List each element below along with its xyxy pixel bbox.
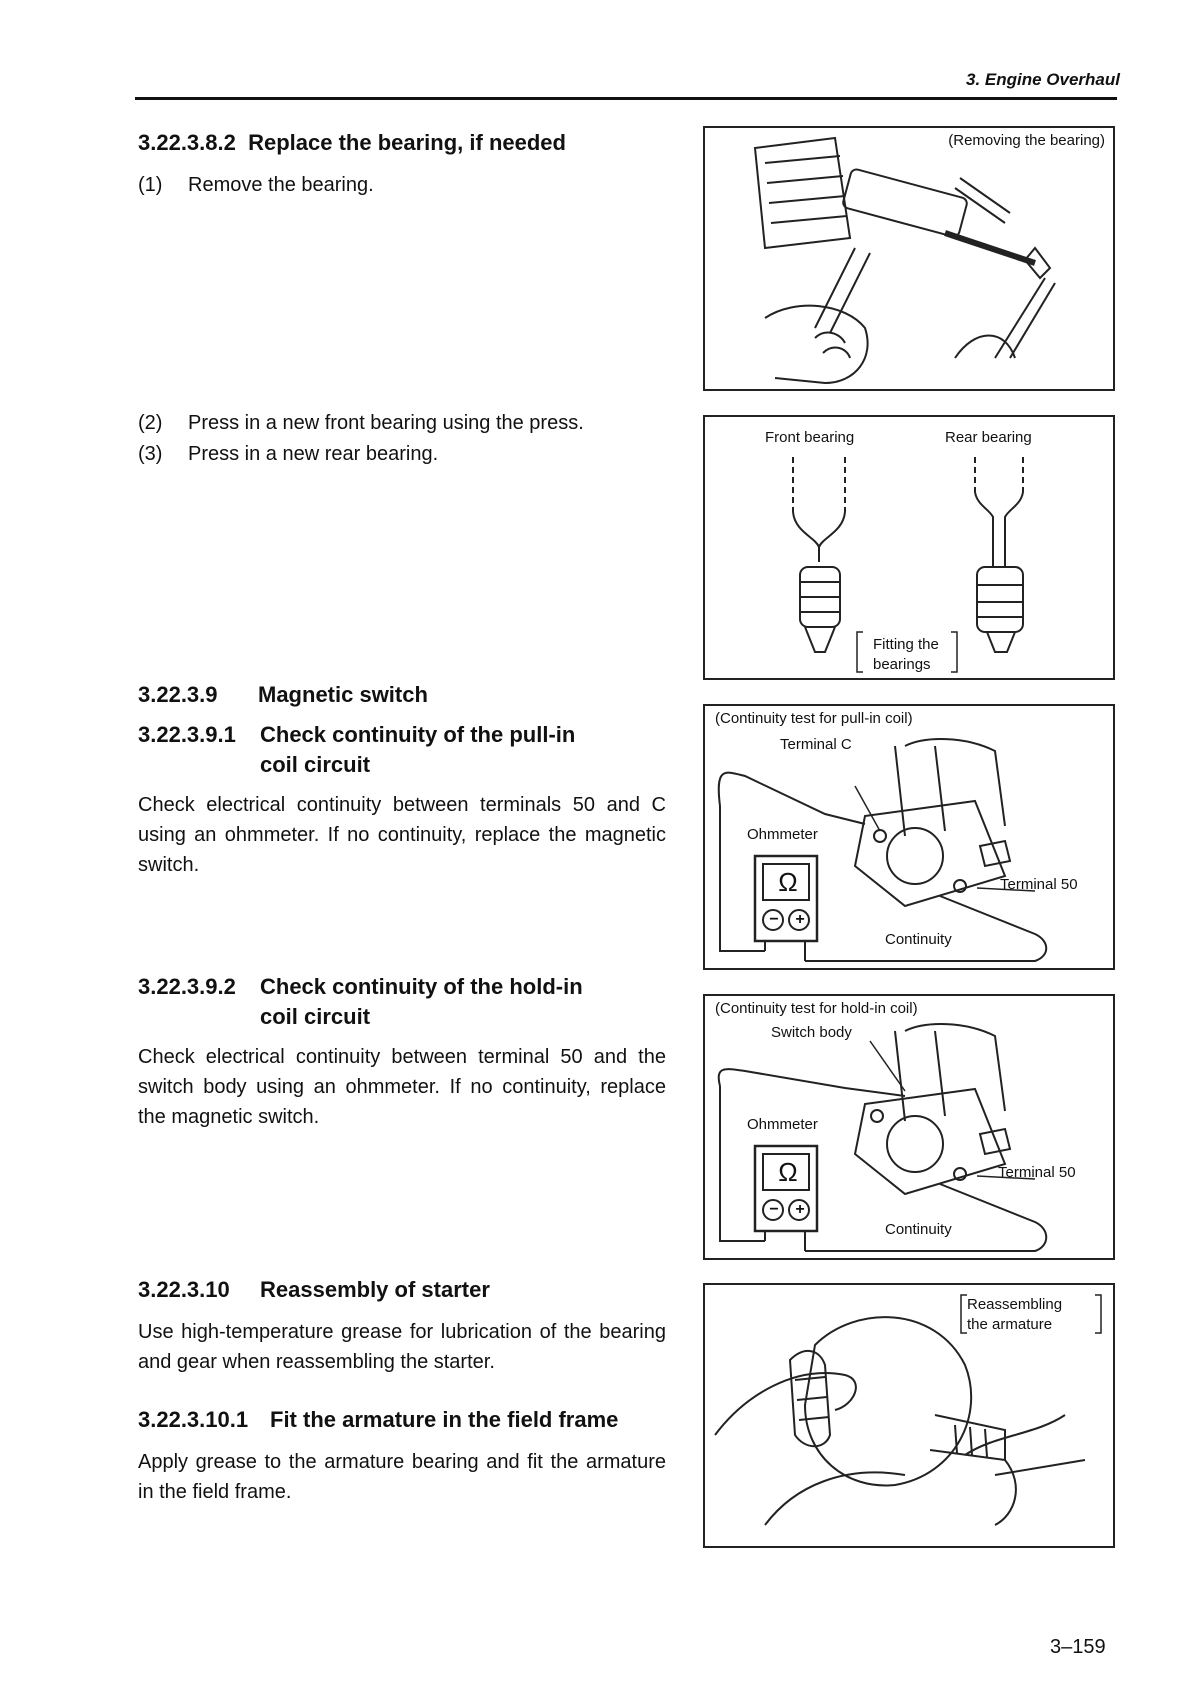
header-rule: [135, 97, 1117, 100]
section-title: Check continuity of the pull-in: [260, 722, 576, 747]
paragraph: Check electrical continuity between terminals 50 and C using an ohmmeter. If no continuity, replace the magnetic switch.: [138, 794, 666, 876]
section-heading: [138, 972, 658, 1032]
paragraph: Apply grease to the armature bearing and fit the armature in the field frame.: [138, 1451, 666, 1503]
section-title: Fit the armature in the field frame: [270, 1407, 619, 1432]
running-header: 3. Engine Overhaul: [966, 70, 1120, 89]
label-rear-bearing: Rear bearing: [945, 429, 1032, 446]
section-number: 3.22.3.10: [138, 1277, 230, 1302]
section-heading: [138, 128, 566, 158]
label-continuity: Continuity: [885, 1221, 952, 1238]
section-title: Check continuity of the hold-in: [260, 974, 583, 999]
figure-caption: (Continuity test for pull-in coil): [715, 710, 913, 727]
label-ohmmeter: Ohmmeter: [747, 826, 818, 843]
figure-fitting-bearings: [703, 415, 1115, 680]
section-title-cont: coil circuit: [260, 752, 371, 777]
step-number: (2): [138, 412, 163, 434]
bearing-puller-illustration: [705, 128, 1113, 389]
label-continuity: Continuity: [885, 931, 952, 948]
note-line: Fitting the: [873, 636, 939, 653]
note-line: bearings: [873, 656, 931, 673]
step-item: [138, 439, 438, 469]
section-heading: [138, 720, 658, 780]
section-number: 3.22.3.10.1: [138, 1407, 249, 1432]
figure-hold-in-coil-test: [703, 994, 1115, 1260]
section-heading: [138, 680, 428, 710]
note-line: the armature: [967, 1316, 1053, 1333]
section-number: 3.22.3.9.2: [138, 974, 236, 999]
label-terminal-50: Terminal 50: [1000, 876, 1078, 893]
plus-sign: +: [795, 1201, 805, 1218]
section-number: 3.22.3.9.1: [138, 722, 236, 747]
ohm-symbol: Ω: [778, 867, 798, 897]
ohm-symbol: Ω: [778, 1157, 798, 1187]
section-heading: [138, 1275, 490, 1305]
section-title-cont: coil circuit: [260, 1004, 371, 1029]
step-text: Press in a new rear bearing.: [188, 443, 439, 465]
label-terminal-50: Terminal 50: [998, 1164, 1076, 1181]
step-item: [138, 170, 374, 200]
section-title: Magnetic switch: [258, 682, 428, 707]
section-number: 3.22.3.9: [138, 682, 218, 707]
label-ohmmeter: Ohmmeter: [747, 1116, 818, 1133]
figure-removing-bearing: [703, 126, 1115, 391]
figure-caption: (Removing the bearing): [948, 132, 1105, 149]
section-title: Reassembly of starter: [260, 1277, 490, 1302]
figure-note: [967, 1295, 1062, 1335]
step-item: [138, 408, 584, 438]
step-number: (1): [138, 174, 163, 196]
section-title: Replace the bearing, if needed: [248, 130, 566, 155]
section-number: 3.22.3.8.2: [138, 130, 236, 155]
minus-sign: −: [769, 1201, 779, 1218]
figure-pull-in-coil-test: [703, 704, 1115, 970]
figure-caption: (Continuity test for hold-in coil): [715, 1000, 918, 1017]
page-number: 3–159: [1050, 1636, 1106, 1658]
label-terminal-c: Terminal C: [780, 736, 852, 753]
paragraph: Use high-temperature grease for lubrication of the bearing and gear when reassembling the starter.: [138, 1321, 666, 1373]
minus-sign: −: [769, 911, 779, 928]
step-text: Remove the bearing.: [188, 174, 374, 196]
label-switch-body: Switch body: [771, 1024, 852, 1041]
figure-reassembling-armature: [703, 1283, 1115, 1548]
section-heading: [138, 1405, 618, 1435]
step-number: (3): [138, 443, 163, 465]
step-text: Press in a new front bearing using the press.: [188, 412, 584, 434]
label-front-bearing: Front bearing: [765, 429, 855, 446]
figure-note: [873, 635, 939, 675]
paragraph: Check electrical continuity between terminal 50 and the switch body using an ohmmeter. If no continuity, replace the magnetic switch.: [138, 1046, 666, 1128]
note-line: Reassembling: [967, 1296, 1063, 1313]
plus-sign: +: [795, 911, 805, 928]
